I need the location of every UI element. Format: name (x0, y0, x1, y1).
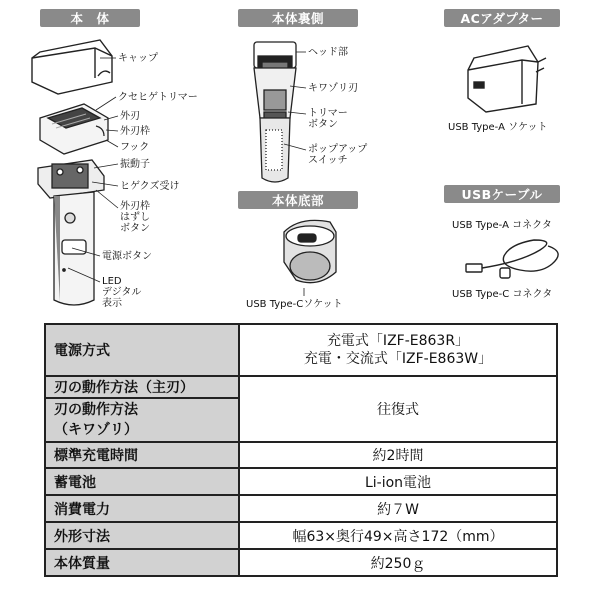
spec-value: 約７W (239, 495, 557, 522)
label-power-button: 電源ボタン (102, 251, 152, 262)
label-usbc-connector: USB Type-C コネクタ (452, 289, 553, 300)
spec-key: 刃の動作方法 （キワゾリ） (45, 398, 239, 442)
spec-value: 幅63×奥行49×高さ172（mm） (239, 522, 557, 549)
spec-key: 消費電力 (45, 495, 239, 522)
label-outer-blade: 外刃 (120, 111, 140, 122)
label-hook: フック (120, 142, 150, 153)
label-popup-switch: ポップアップ スイッチ (308, 144, 368, 166)
spec-key: 刃の動作方法（主刃） (45, 376, 239, 398)
label-led-display: LED デジタル 表示 (102, 276, 142, 309)
section-header-cable: USBケーブル (444, 185, 560, 203)
spec-table (44, 323, 558, 577)
label-whisker-tray: ヒゲクズ受け (120, 181, 180, 192)
label-head: ヘッド部 (308, 47, 348, 58)
label-usba-connector: USB Type-A コネクタ (452, 220, 552, 231)
spec-value-line: 充電・交流式「IZF-E863W」 (303, 351, 493, 367)
main-body-drawing (38, 160, 104, 305)
spec-key: 電源方式 (45, 324, 239, 376)
spec-key: 本体質量 (45, 549, 239, 576)
spec-value: Li-ion電池 (239, 468, 557, 495)
label-release-button: 外刃枠 はずし ボタン (120, 201, 150, 234)
label-usba-socket: USB Type-A ソケット (448, 122, 548, 133)
spec-row-power-source (45, 324, 557, 376)
spec-row-consumption (45, 495, 557, 522)
spec-value: 約250ｇ (239, 549, 557, 576)
spec-row-weight (45, 549, 557, 576)
label-outer-frame: 外刃枠 (120, 126, 150, 137)
spec-row-dimensions (45, 522, 557, 549)
cable-drawing (466, 240, 558, 278)
label-kiwazori-blade: キワゾリ刃 (308, 83, 358, 94)
spec-value-line: 充電式「IZF-E863R」 (326, 333, 470, 349)
head-assembly-drawing (40, 104, 108, 154)
spec-value (239, 324, 557, 376)
spec-value: 往復式 (239, 376, 557, 442)
section-header-adapter: ACアダプター (444, 9, 560, 27)
label-usbc-socket: USB Type-Cソケット (246, 299, 343, 310)
label-trimmer-button: トリマー ボタン (308, 108, 348, 130)
spec-row-main-blade (45, 376, 557, 398)
label-vibrator: 振動子 (120, 159, 150, 170)
bottom-drawing (284, 220, 336, 282)
section-header-bottom: 本体底部 (238, 191, 358, 209)
label-cap: キャップ (118, 53, 158, 64)
spec-row-charge-time (45, 442, 557, 468)
cap-drawing (32, 40, 112, 94)
adapter-drawing (468, 46, 546, 112)
spec-key: 標準充電時間 (45, 442, 239, 468)
spec-key: 蓄電池 (45, 468, 239, 495)
spec-row-battery (45, 468, 557, 495)
section-header-body: 本 体 (40, 9, 140, 27)
spec-key: 外形寸法 (45, 522, 239, 549)
label-trimmer: クセヒゲトリマー (118, 92, 198, 103)
section-header-back: 本体裏側 (238, 9, 358, 27)
spec-value: 約2時間 (239, 442, 557, 468)
